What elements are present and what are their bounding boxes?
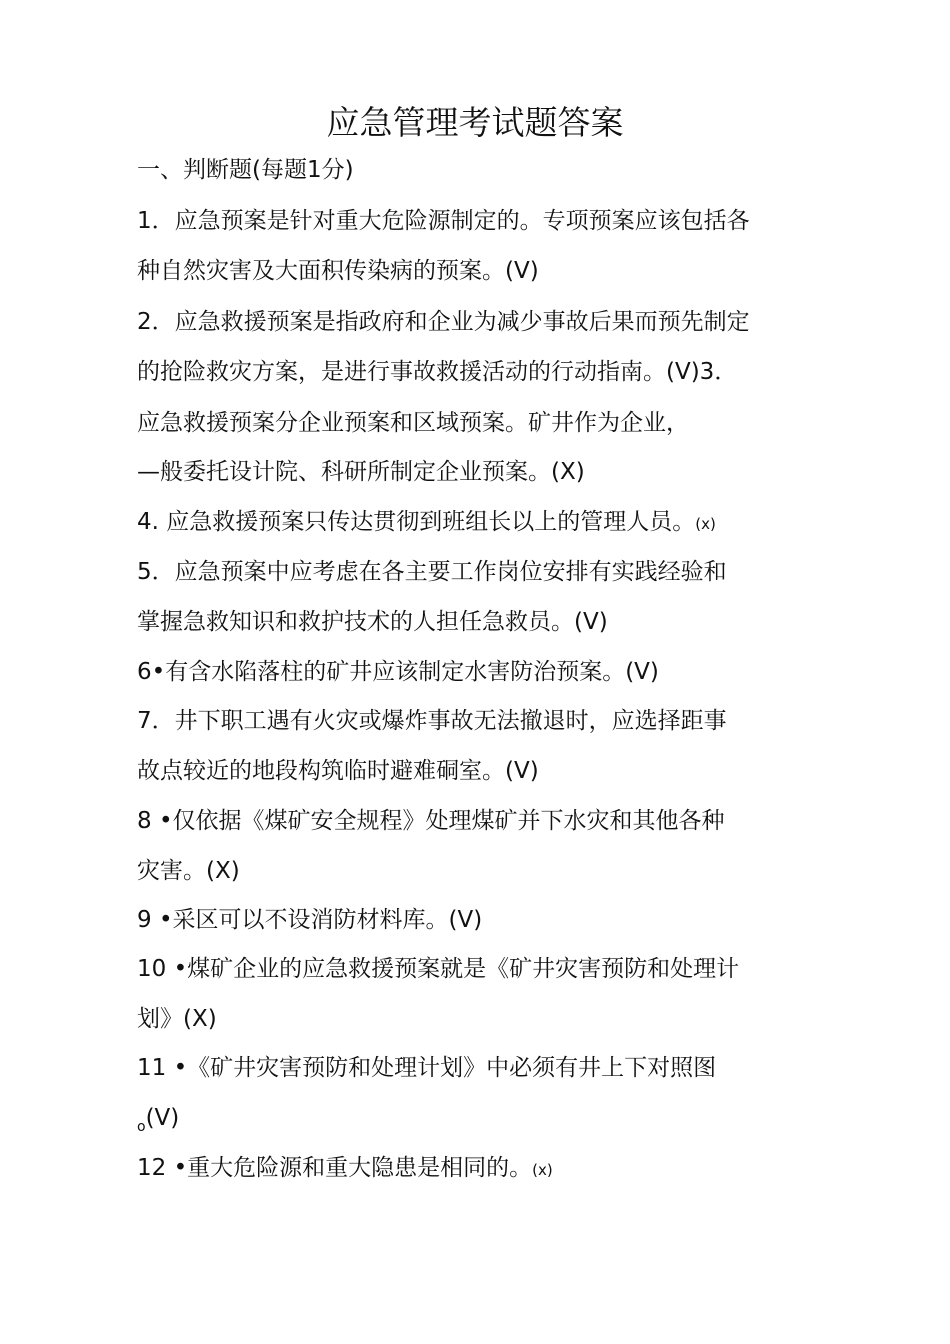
question-line-11: 7．井下职工遇有火灾或爆炸事故无法撤退时，应选择距事 [137, 708, 727, 734]
document-title: 应急管理考试题答案 [326, 103, 624, 142]
question-line-19 [137, 1102, 179, 1137]
question-line-5: 应急救援预案分企业预案和区域预案。矿井作为企业， [137, 410, 689, 436]
question-line-17: 划》(X) [137, 1006, 217, 1032]
question-line-8: 5．应急预案中应考虑在各主要工作岗位安排有实践经验和 [137, 559, 727, 585]
section-heading: 一、判断题(每题1分) [137, 157, 354, 183]
question-line-13: 8 •仅依据《煤矿安全规程》处理煤矿并下水灾和其他各种 [137, 808, 725, 834]
question-line-7 [137, 506, 716, 540]
question-line-10: 6•有含水陷落柱的矿井应该制定水害防治预案。(V) [137, 659, 659, 685]
question-line-3: 2．应急救援预案是指政府和企业为减少事故后果而预先制定 [137, 309, 750, 335]
answer-mark: (x) [695, 515, 716, 533]
question-line-18: 11 •《矿井灾害预防和处理计划》中必须有井上下对照图 [137, 1055, 717, 1081]
question-line-14: 灾害。(X) [137, 858, 240, 884]
answer-mark: (x) [532, 1161, 553, 1179]
question-line-1: 1．应急预案是针对重大危险源制定的。专项预案应该包括各 [137, 208, 750, 234]
question-line-7-text: 4. 应急救援预案只传达贯彻到班组长以上的管理人员。 [137, 509, 696, 535]
question-line-20 [137, 1152, 553, 1186]
circle-mark: o [137, 1119, 146, 1135]
question-line-4: 的抢险救灾方案，是进行事故救援活动的行动指南。(V)3． [137, 359, 738, 385]
question-line-15: 9 •采区可以不设消防材料库。(V) [137, 907, 483, 933]
question-line-6: —般委托设计院、科研所制定企业预案。(X) [137, 459, 585, 485]
question-line-16: 10 •煤矿企业的应急救援预案就是《矿井灾害预防和处理计 [137, 956, 740, 982]
question-line-2: 种自然灾害及大面积传染病的预案。(V) [137, 258, 539, 284]
question-line-19-text: (V) [145, 1105, 180, 1131]
question-line-12: 故点较近的地段构筑临时避难硐室。(V) [137, 758, 539, 784]
question-line-20-text: 12 •重大危险源和重大隐患是相同的。 [137, 1155, 533, 1181]
question-line-9: 掌握急救知识和救护技术的人担任急救员。(V) [137, 609, 608, 635]
